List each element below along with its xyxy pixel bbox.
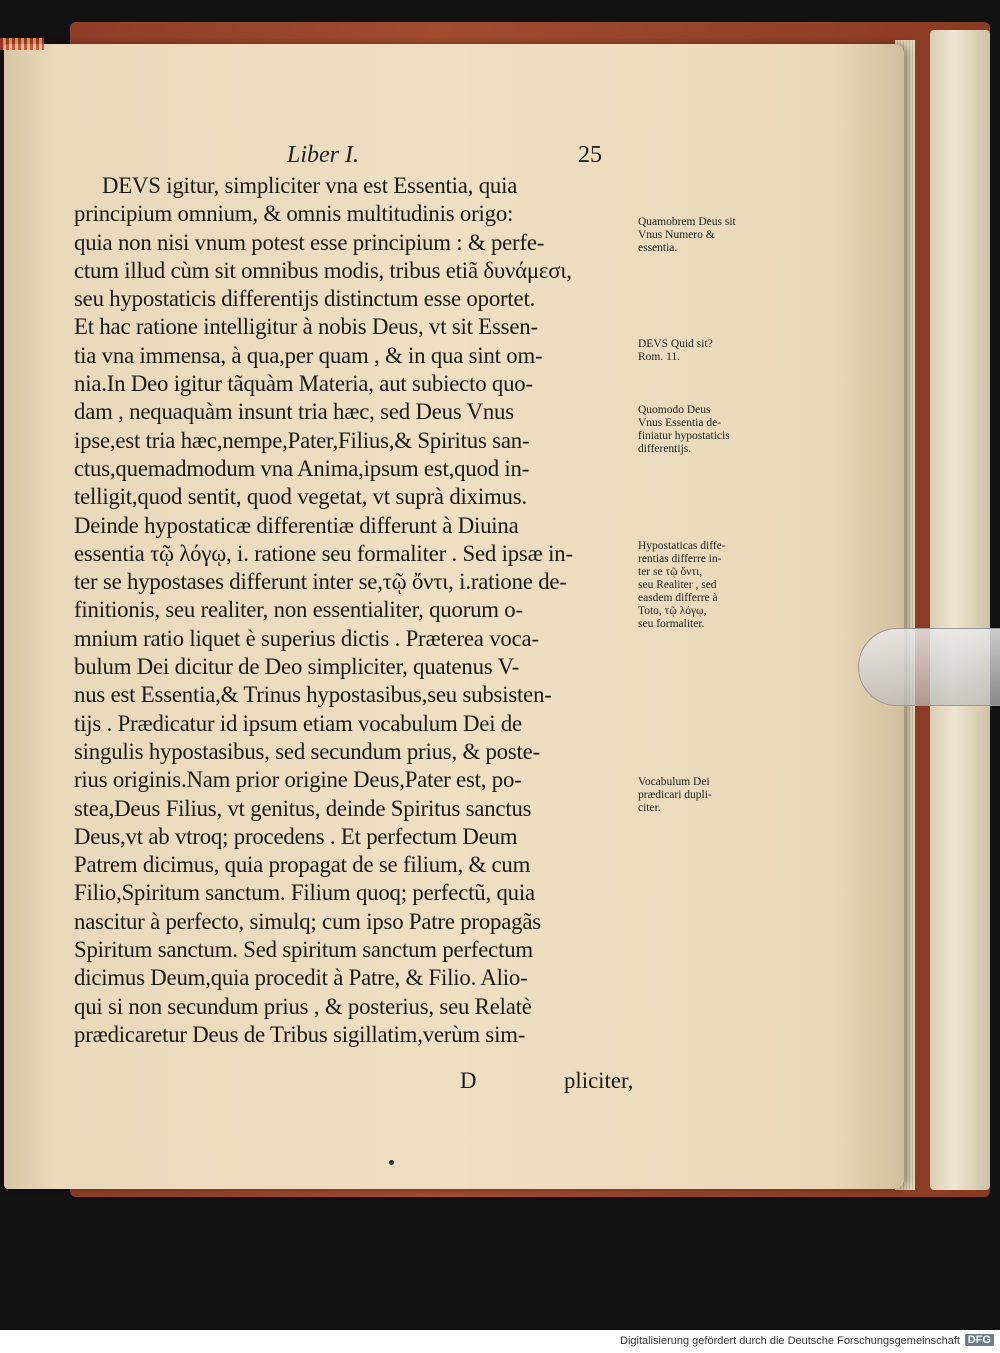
page-clip bbox=[858, 628, 1000, 706]
text-line: telligit,quod sentit, quod vegetat, vt suprà diximus. bbox=[74, 484, 527, 510]
marginal-note-1 bbox=[638, 216, 788, 255]
dfg-logo: DFG bbox=[965, 1334, 994, 1346]
text-line: nascitur à perfecto, simulq; cum ipso Patre propagãs bbox=[74, 908, 541, 934]
marginal-note-line: Rom. 11. bbox=[638, 351, 681, 363]
text-line: quia non nisi vnum potest esse principium : & perfe- bbox=[74, 229, 545, 255]
text-line: ipse,est tria hæc,nempe,Pater,Filius,& Spiritus san- bbox=[74, 427, 530, 453]
text-line: Et hac ratione intelligitur à nobis Deus, vt sit Essen- bbox=[74, 314, 538, 340]
funding-credit: Digitalisierung gefördert durch die Deutsche Forschungsgemeinschaft bbox=[620, 1335, 960, 1347]
marginal-note-line: essentia. bbox=[638, 242, 678, 254]
catchline bbox=[0, 1068, 1000, 1098]
text-line: principium omnium, & omnis multitudinis origo: bbox=[74, 201, 514, 227]
marginal-note-line: ter se τῷ ὄντι, bbox=[638, 566, 703, 578]
marginal-note-line: Toto, τῷ λόγῳ, bbox=[638, 605, 707, 617]
text-line: tia vna immensa, à qua,per quam , & in qua sint om- bbox=[74, 342, 543, 368]
text-line: bulum Dei dicitur de Deo simpliciter, quatenus V- bbox=[74, 654, 520, 680]
text-line: tijs . Prædicatur id ipsum etiam vocabulum Dei de bbox=[74, 710, 522, 736]
text-line: dicimus Deum,quia procedit à Patre, & Filio. Alio- bbox=[74, 965, 528, 991]
text-line: ctus,quemadmodum vna Anima,ipsum est,quod in- bbox=[74, 455, 530, 481]
bookmark-ribbon bbox=[0, 38, 44, 50]
text-line: stea,Deus Filius, vt genitus, deinde Spiritus sanctus bbox=[74, 795, 532, 821]
marginal-note-line: Quamobrem Deus sit bbox=[638, 216, 736, 228]
marginal-note-line: rentias differre in- bbox=[638, 553, 722, 565]
text-line: Deus,vt ab vtroq; procedens . Et perfectum Deum bbox=[74, 823, 518, 849]
ink-dot bbox=[389, 1160, 394, 1165]
marginal-note-5 bbox=[638, 776, 788, 815]
text-line: prædicaretur Deus de Tribus sigillatim,verùm sim- bbox=[74, 1021, 526, 1047]
text-line: nia.In Deo igitur tãquàm Materia, aut subiecto quo- bbox=[74, 371, 533, 397]
text-line: nus est Essentia,& Trinus hypostasibus,seu subsisten- bbox=[74, 682, 552, 708]
marginal-note-line: DEVS Quid sit? bbox=[638, 338, 713, 350]
marginal-note-4 bbox=[638, 540, 788, 631]
marginal-note-line: seu formaliter. bbox=[638, 618, 705, 630]
text-line: DEVS igitur, simpliciter vna est Essentia, quia bbox=[102, 173, 518, 198]
page-number: 25 bbox=[578, 142, 602, 168]
marginal-note-line: finiatur hypostaticis bbox=[638, 430, 730, 442]
book-edge bbox=[930, 30, 990, 1190]
marginal-note-line: Vnus Essentia de- bbox=[638, 417, 722, 429]
text-line: Deinde hypostaticæ differentiæ differunt à Diuina bbox=[74, 512, 519, 538]
running-header bbox=[0, 142, 1000, 172]
marginal-note-line: Vnus Numero & bbox=[638, 229, 715, 241]
text-line: ter se hypostases differunt inter se,τῷ ὄντι, i.ratione de- bbox=[74, 569, 567, 595]
marginal-note-line: citer. bbox=[638, 802, 661, 814]
signature-mark: D bbox=[460, 1068, 477, 1093]
running-title: Liber I. bbox=[287, 142, 359, 168]
text-line: seu hypostaticis differentijs distinctum esse oportet. bbox=[74, 286, 536, 312]
marginal-note-line: Vocabulum Dei bbox=[638, 776, 710, 788]
text-line: essentia τῷ λόγῳ, i. ratione seu formaliter . Sed ipsæ in- bbox=[74, 540, 573, 566]
marginal-note-line: differentijs. bbox=[638, 443, 692, 455]
marginal-note-line: Hypostaticas diffe- bbox=[638, 540, 726, 552]
marginal-note-3 bbox=[638, 404, 788, 456]
text-line: Filio,Spiritum sanctum. Filium quoq; perfectũ, quia bbox=[74, 880, 535, 906]
text-line: finitionis, seu realiter, non essentialiter, quorum o- bbox=[74, 597, 523, 623]
text-line: Patrem dicimus, quia propagat de se filium, & cum bbox=[74, 852, 531, 878]
text-line: singulis hypostasibus, sed secundum prius, & poste- bbox=[74, 738, 540, 764]
marginal-note-2 bbox=[638, 338, 788, 364]
text-line: ctum illud cùm sit omnibus modis, tribus etiã δυνάμεσι, bbox=[74, 257, 572, 283]
marginal-note-line: Quomodo Deus bbox=[638, 404, 711, 416]
text-line: mnium ratio liquet è superius dictis . Præterea voca- bbox=[74, 625, 539, 651]
text-line: qui si non secundum prius , & posterius, seu Relatè bbox=[74, 993, 532, 1019]
footer-bar bbox=[0, 1330, 1000, 1353]
text-line: Spiritum sanctum. Sed spiritum sanctum perfectum bbox=[74, 937, 533, 963]
marginal-note-line: prædicari dupli- bbox=[638, 789, 712, 801]
text-line: dam , nequaquàm insunt tria hæc, sed Deus Vnus bbox=[74, 399, 514, 425]
text-line: rius originis.Nam prior origine Deus,Pater est, po- bbox=[74, 767, 522, 793]
main-text-block bbox=[74, 172, 634, 1049]
catchword: pliciter, bbox=[564, 1068, 634, 1093]
marginal-note-line: seu Realiter , sed bbox=[638, 579, 717, 591]
marginal-note-line: easdem differre à bbox=[638, 592, 718, 604]
